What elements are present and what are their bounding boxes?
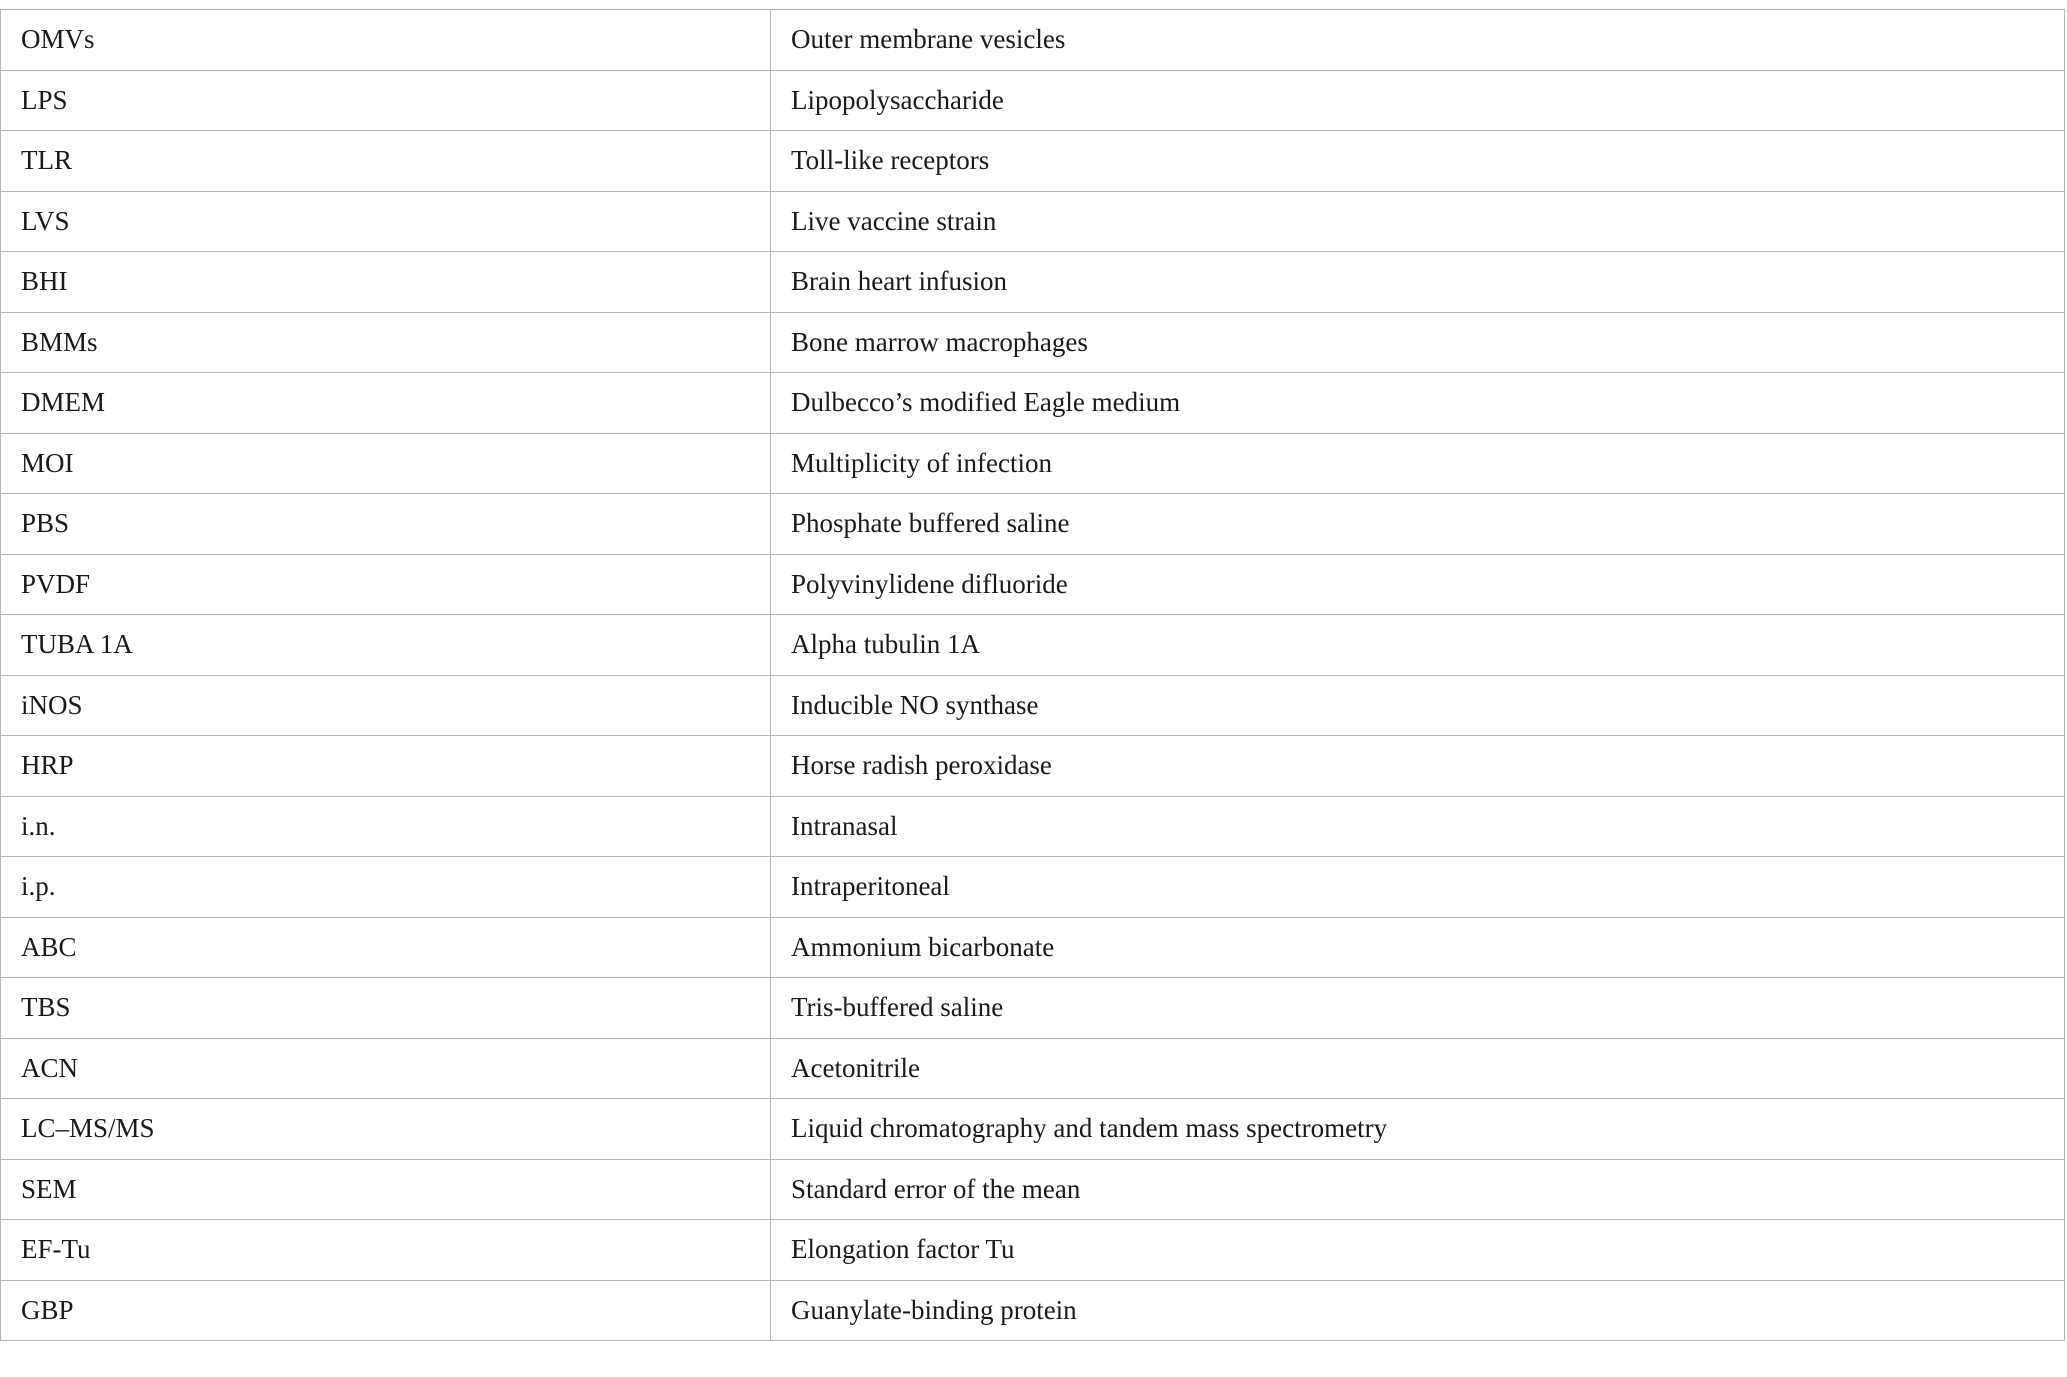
- table-row: [1, 1280, 2065, 1341]
- table-row: [1, 10, 2065, 71]
- abbreviation-cell: LPS: [1, 70, 771, 131]
- abbreviations-table: [0, 9, 2065, 1341]
- definition-cell: Inducible NO synthase: [771, 675, 2065, 736]
- definition-cell: Horse radish peroxidase: [771, 736, 2065, 797]
- abbreviation-cell: LC–MS/MS: [1, 1099, 771, 1160]
- abbreviations-table-body: [1, 10, 2065, 1341]
- definition-cell: Brain heart infusion: [771, 252, 2065, 313]
- table-row: [1, 554, 2065, 615]
- table-row: [1, 736, 2065, 797]
- table-row: [1, 70, 2065, 131]
- table-row: [1, 796, 2065, 857]
- table-row: [1, 373, 2065, 434]
- table-row: [1, 675, 2065, 736]
- definition-cell: Ammonium bicarbonate: [771, 917, 2065, 978]
- abbreviation-cell: BHI: [1, 252, 771, 313]
- abbreviation-cell: i.n.: [1, 796, 771, 857]
- definition-cell: Acetonitrile: [771, 1038, 2065, 1099]
- abbreviation-cell: i.p.: [1, 857, 771, 918]
- table-row: [1, 1159, 2065, 1220]
- definition-cell: Polyvinylidene difluoride: [771, 554, 2065, 615]
- table-row: [1, 252, 2065, 313]
- abbreviation-cell: iNOS: [1, 675, 771, 736]
- definition-cell: Toll-like receptors: [771, 131, 2065, 192]
- table-row: [1, 1220, 2065, 1281]
- definition-cell: Elongation factor Tu: [771, 1220, 2065, 1281]
- abbreviation-cell: GBP: [1, 1280, 771, 1341]
- table-row: [1, 615, 2065, 676]
- definition-cell: Bone marrow macrophages: [771, 312, 2065, 373]
- definition-cell: Lipopolysaccharide: [771, 70, 2065, 131]
- definition-cell: Guanylate-binding protein: [771, 1280, 2065, 1341]
- table-row: [1, 1099, 2065, 1160]
- table-row: [1, 857, 2065, 918]
- abbreviation-cell: BMMs: [1, 312, 771, 373]
- abbreviation-cell: TLR: [1, 131, 771, 192]
- definition-cell: Tris-buffered saline: [771, 978, 2065, 1039]
- table-row: [1, 494, 2065, 555]
- definition-cell: Liquid chromatography and tandem mass spectrometry: [771, 1099, 2065, 1160]
- definition-cell: Dulbecco’s modified Eagle medium: [771, 373, 2065, 434]
- table-row: [1, 433, 2065, 494]
- abbreviation-cell: DMEM: [1, 373, 771, 434]
- definition-cell: Alpha tubulin 1A: [771, 615, 2065, 676]
- abbreviation-cell: PVDF: [1, 554, 771, 615]
- table-row: [1, 131, 2065, 192]
- definition-cell: Standard error of the mean: [771, 1159, 2065, 1220]
- abbreviation-cell: LVS: [1, 191, 771, 252]
- abbreviation-cell: TBS: [1, 978, 771, 1039]
- abbreviation-cell: PBS: [1, 494, 771, 555]
- abbreviation-cell: OMVs: [1, 10, 771, 71]
- abbreviation-cell: SEM: [1, 1159, 771, 1220]
- abbreviation-cell: ACN: [1, 1038, 771, 1099]
- table-row: [1, 978, 2065, 1039]
- abbreviation-cell: EF-Tu: [1, 1220, 771, 1281]
- table-row: [1, 191, 2065, 252]
- definition-cell: Intraperitoneal: [771, 857, 2065, 918]
- abbreviation-cell: MOI: [1, 433, 771, 494]
- table-row: [1, 1038, 2065, 1099]
- definition-cell: Outer membrane vesicles: [771, 10, 2065, 71]
- definition-cell: Multiplicity of infection: [771, 433, 2065, 494]
- definition-cell: Phosphate buffered saline: [771, 494, 2065, 555]
- table-row: [1, 917, 2065, 978]
- abbreviation-cell: ABC: [1, 917, 771, 978]
- abbreviation-cell: TUBA 1A: [1, 615, 771, 676]
- abbreviation-cell: HRP: [1, 736, 771, 797]
- table-row: [1, 312, 2065, 373]
- definition-cell: Intranasal: [771, 796, 2065, 857]
- definition-cell: Live vaccine strain: [771, 191, 2065, 252]
